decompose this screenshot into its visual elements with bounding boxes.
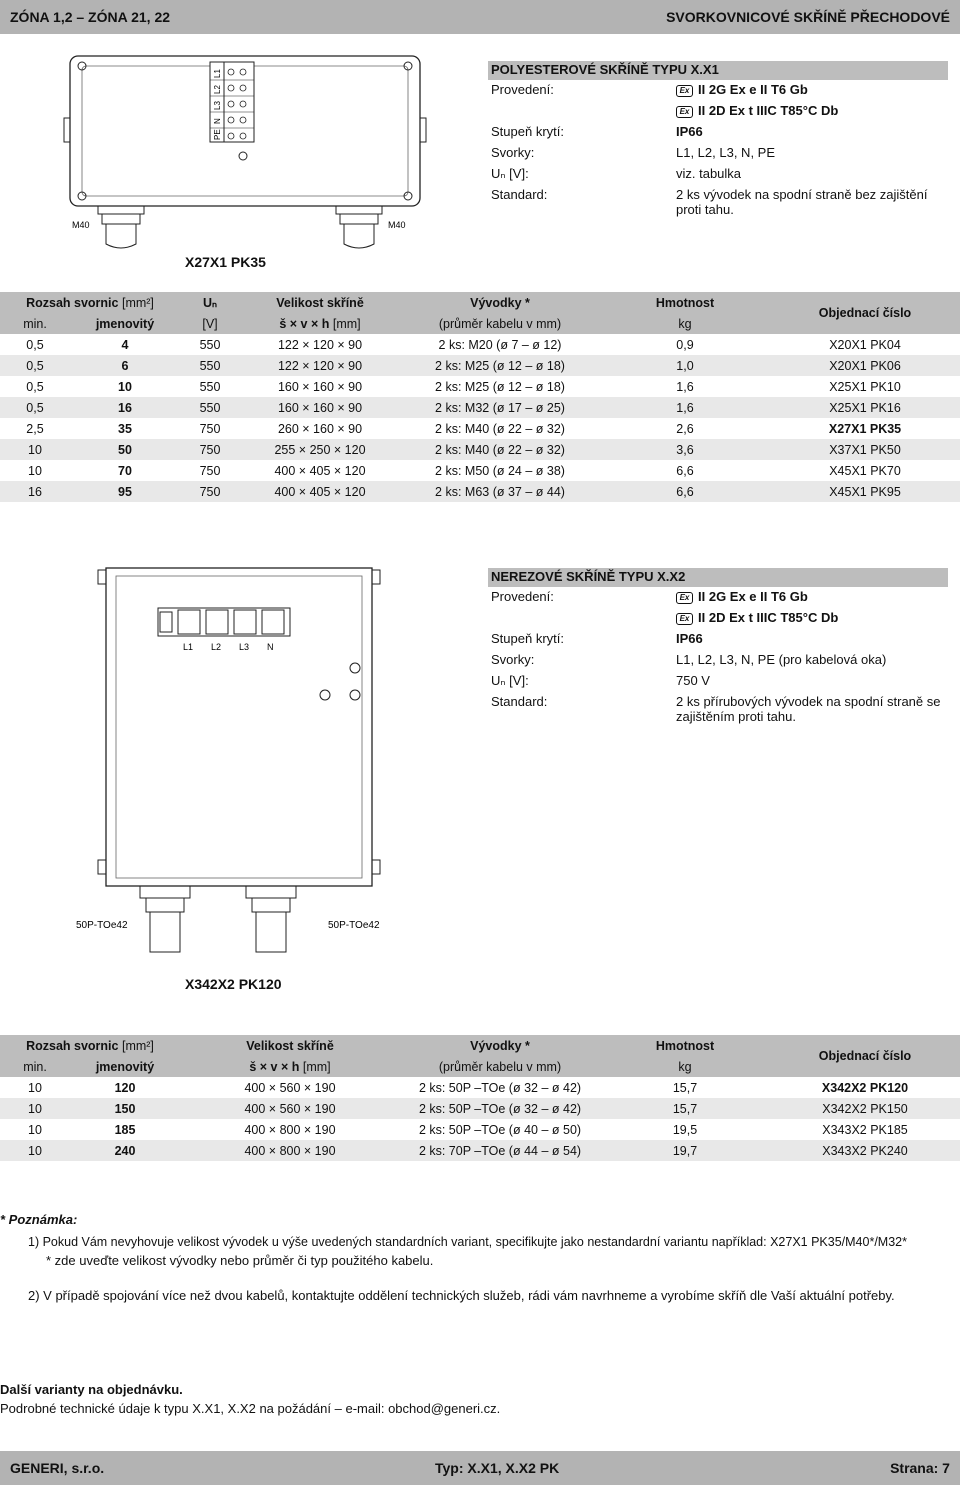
- header-objednaci: Objednací číslo: [770, 292, 960, 334]
- terminal-label: L2: [213, 85, 222, 94]
- spec-value: II 2D Ex t IIIC T85°C Db: [698, 610, 839, 625]
- header-velikost: Velikost skříně: [240, 292, 400, 313]
- header-jmenovity: jmenovitý: [70, 1056, 180, 1077]
- gland-type-label: 50P-TOe42: [328, 920, 380, 931]
- x1-drawing-caption: X27X1 PK35: [185, 254, 266, 270]
- x1-terminal-block: [210, 62, 254, 160]
- page-header: [0, 0, 960, 34]
- table-row: 10 240 400 × 800 × 190 2 ks: 70P –TOe (ø 44 – ø 54) 19,7 X343X2 PK240: [0, 1140, 960, 1161]
- header-velikost-sub: š × v × h [mm]: [180, 1056, 400, 1077]
- footer-type: Typ: X.X1, X.X2 PK: [434, 1460, 560, 1476]
- spec-value: L1, L2, L3, N, PE (pro kabelová oka): [676, 652, 887, 667]
- header-un-unit: [V]: [180, 313, 240, 334]
- notes-title: * Poznámka:: [0, 1212, 78, 1227]
- header-vyvodky-sub: (průměr kabelu v mm): [400, 1056, 600, 1077]
- spec-label: Standard:: [491, 187, 548, 202]
- notes-section: [0, 1212, 960, 1303]
- x1-gland-right: [336, 206, 382, 248]
- table-row: 10 70 750 400 × 405 × 120 2 ks: M50 (ø 24 – ø 38) 6,6 X45X1 PK70: [28, 463, 901, 478]
- x1-variants-table: [0, 292, 960, 502]
- table-row: 10 50 750 255 × 250 × 120 2 ks: M40 (ø 22 – ø 32) 3,6 X37X1 PK50: [0, 439, 960, 460]
- spec-label: Provedení:: [491, 589, 554, 604]
- header-rozsah: Rozsah svornic [mm²]: [0, 1035, 180, 1056]
- svg-text:L1: L1: [183, 642, 194, 652]
- more-contact: Podrobné technické údaje k typu X.X1, X.X2 na požádání – e-mail: obchod@generi.cz.: [0, 1401, 501, 1416]
- header-jmenovity: jmenovitý: [70, 313, 180, 334]
- spec-value: IP66: [676, 124, 703, 139]
- x2-gland-right: [246, 886, 296, 952]
- header-zones: ZÓNA 1,2 – ZÓNA 21, 22: [10, 9, 171, 25]
- gland-type-label: 50P-TOe42: [76, 920, 128, 931]
- spec-label: Stupeň krytí:: [491, 124, 564, 139]
- header-category: SVORKOVNICOVÉ SKŘÍNĚ PŘECHODOVÉ: [666, 9, 950, 25]
- header-hmotnost: Hmotnost: [600, 1035, 770, 1056]
- spec-value: II 2D Ex t IIIC T85°C Db: [698, 103, 839, 118]
- x2-enclosure-outline: [106, 568, 372, 886]
- header-rozsah: Rozsah svornic [mm²]: [0, 292, 180, 313]
- spec-label: Uₙ [V]:: [491, 673, 529, 688]
- x2-terminal-labels: [183, 642, 274, 652]
- spec-value: IP66: [676, 631, 703, 646]
- x1-gland-left: [98, 206, 144, 248]
- header-objednaci: Objednací číslo: [770, 1035, 960, 1077]
- terminal-label: N: [213, 118, 222, 124]
- spec-value: 2 ks vývodek na spodní straně bez zajištění proti tahu.: [676, 187, 928, 217]
- spec-label: Svorky:: [491, 145, 535, 160]
- header-un: Uₙ: [180, 292, 240, 313]
- page-footer: [0, 1451, 960, 1485]
- spec-value: L1, L2, L3, N, PE: [676, 145, 776, 160]
- gland-size-label: M40: [388, 220, 406, 230]
- x2-drawing-caption: X342X2 PK120: [185, 976, 282, 992]
- x2-gland-left: [140, 886, 190, 952]
- terminal-label: L3: [213, 101, 222, 110]
- table-row: 0,5 16 550 160 × 160 × 90 2 ks: M32 (ø 17 – ø 25) 1,6 X25X1 PK16: [0, 397, 960, 418]
- header-vyvodky: Vývodky *: [400, 1035, 600, 1056]
- atex-ex-icon: Ex: [676, 613, 693, 625]
- x1-enclosure-drawing: [60, 48, 430, 258]
- terminal-label: PE: [213, 129, 222, 140]
- atex-ex-icon: Ex: [676, 106, 693, 118]
- header-hmotnost: Hmotnost: [600, 292, 770, 313]
- x2-enclosure-drawing: [70, 560, 410, 975]
- spec-label: Stupeň krytí:: [491, 631, 564, 646]
- x1-spec-block: [488, 61, 948, 217]
- table-row: 0,5 6 550 122 × 120 × 90 2 ks: M25 (ø 12 – ø 18) 1,0 X20X1 PK06: [0, 355, 960, 376]
- x2-terminal-rail: [158, 608, 290, 636]
- note-2: 2) V případě spojování více než dvou kabelů, kontaktujte oddělení technických služeb, rádi vám navrhneme a vyrobíme skříň dle Vaší aktuální potřeby.: [28, 1288, 895, 1303]
- spec-label: Provedení:: [491, 82, 554, 97]
- more-title: Další varianty na objednávku.: [0, 1382, 183, 1397]
- header-velikost: Velikost skříně: [180, 1035, 400, 1056]
- x1-spec-title: POLYESTEROVÉ SKŘÍNĚ TYPU X.X1: [488, 61, 948, 80]
- table-row: 10 120 400 × 560 × 190 2 ks: 50P –TOe (ø 32 – ø 42) 15,7 X342X2 PK120: [28, 1080, 909, 1095]
- footer-company: GENERI, s.r.o.: [10, 1460, 105, 1476]
- terminal-label: L1: [213, 69, 222, 78]
- gland-size-label: M40: [72, 220, 90, 230]
- header-min: min.: [0, 313, 70, 334]
- note-1b: * zde uveďte velikost vývodky nebo průměr či typ použitého kabelu.: [46, 1253, 434, 1268]
- table-row: 16 95 750 400 × 405 × 120 2 ks: M63 (ø 37 – ø 44) 6,6 X45X1 PK95: [0, 481, 960, 502]
- footer-page: Strana: 7: [890, 1460, 950, 1476]
- header-min: min.: [0, 1056, 70, 1077]
- table-row: 10 185 400 × 800 × 190 2 ks: 50P –TOe (ø 40 – ø 50) 19,5 X343X2 PK185: [28, 1122, 908, 1137]
- header-vyvodky: Vývodky *: [400, 292, 600, 313]
- table-row: 2,5 35 750 260 × 160 × 90 2 ks: M40 (ø 22 – ø 32) 2,6 X27X1 PK35: [26, 421, 902, 436]
- header-velikost-sub: š × v × h [mm]: [240, 313, 400, 334]
- note-1: 1) Pokud Vám nevyhovuje velikost vývodek u výše uvedených standardních variant, specifikujte jako nestandardní variantu například: X27X1 PK35/M40*/M32*: [28, 1235, 907, 1249]
- svg-text:L3: L3: [239, 642, 250, 652]
- x2-spec-block: [488, 568, 948, 724]
- header-hmotnost-unit: kg: [600, 313, 770, 334]
- spec-label: Standard:: [491, 694, 548, 709]
- header-hmotnost-unit: kg: [600, 1056, 770, 1077]
- svg-text:N: N: [267, 642, 274, 652]
- table-row: 10 150 400 × 560 × 190 2 ks: 50P –TOe (ø 32 – ø 42) 15,7 X342X2 PK150: [0, 1098, 960, 1119]
- spec-value: II 2G Ex e II T6 Gb: [698, 82, 808, 97]
- spec-value: 750 V: [676, 673, 710, 688]
- table-row: 0,5 10 550 160 × 160 × 90 2 ks: M25 (ø 12 – ø 18) 1,6 X25X1 PK10: [26, 379, 901, 394]
- atex-ex-icon: Ex: [676, 592, 693, 604]
- spec-value: viz. tabulka: [676, 166, 742, 181]
- spec-label: Uₙ [V]:: [491, 166, 529, 181]
- x2-variants-table: [0, 1035, 960, 1161]
- more-variants: [0, 1382, 500, 1416]
- spec-label: Svorky:: [491, 652, 535, 667]
- table-row: 0,5 4 550 122 × 120 × 90 2 ks: M20 (ø 7 – ø 12) 0,9 X20X1 PK04: [26, 337, 901, 352]
- atex-ex-icon: Ex: [676, 85, 693, 97]
- header-vyvodky-sub: (průměr kabelu v mm): [400, 313, 600, 334]
- x2-spec-title: NEREZOVÉ SKŘÍNĚ TYPU X.X2: [488, 568, 948, 587]
- spec-value: II 2G Ex e II T6 Gb: [698, 589, 808, 604]
- spec-value: 2 ks přírubových vývodek na spodní straně se zajištěním proti tahu.: [676, 694, 941, 724]
- svg-text:L2: L2: [211, 642, 222, 652]
